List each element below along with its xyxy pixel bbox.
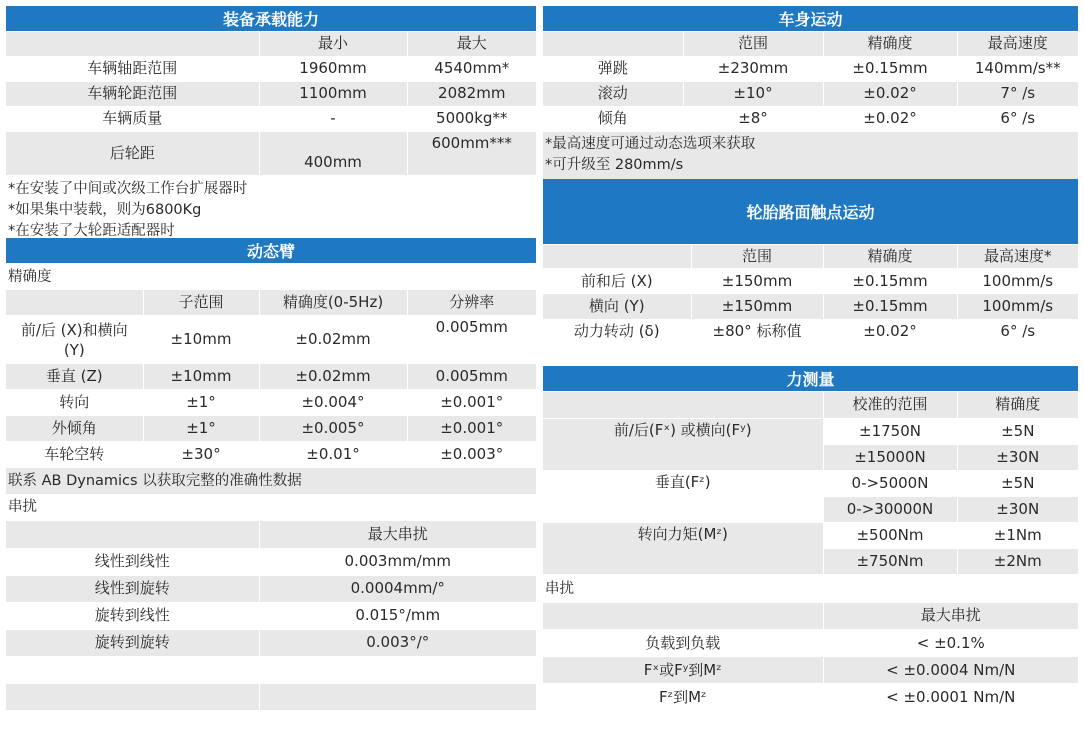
cell: ±500Nm — [823, 522, 957, 548]
header-cell — [543, 245, 691, 269]
cell: 4540mm* — [407, 56, 536, 81]
header-cell: 最大串扰 — [823, 603, 1078, 630]
cell: ±5N — [957, 418, 1078, 444]
cell: ±80° 标称值 — [691, 320, 823, 366]
arm-crosstalk-table — [6, 521, 536, 711]
row-label: 旋转到旋转 — [6, 629, 259, 656]
header-cell: 最高速度 — [957, 32, 1078, 56]
header-cell: 最大串扰 — [259, 521, 536, 548]
row-label: 车辆质量 — [6, 106, 259, 131]
cell — [6, 656, 259, 683]
header-cell: 精确度 — [823, 32, 957, 56]
header-cell — [543, 603, 823, 630]
cell: ±230mm — [683, 56, 823, 81]
table-row — [6, 602, 536, 629]
arm-crosstalk-label: 串扰 — [8, 499, 37, 515]
cell: ±0.005° — [259, 416, 407, 442]
row-label: 垂直 (Z) — [6, 364, 143, 390]
table-row — [543, 56, 1078, 81]
capacity-notes — [6, 176, 536, 244]
cell: ±0.01° — [259, 442, 407, 468]
cell: ±15000N — [823, 444, 957, 470]
row-label: 动力转动 (δ) — [543, 320, 691, 366]
tire-table — [543, 245, 1078, 367]
note: *在安装了大轮距适配器时 — [8, 222, 175, 239]
table-row — [6, 683, 536, 710]
cell: ±0.001° — [407, 416, 536, 442]
table-row — [543, 470, 1078, 496]
table-row — [6, 316, 536, 364]
cell: ±0.004° — [259, 390, 407, 416]
header-cell: 分辨率 — [407, 290, 536, 316]
table-row — [6, 656, 536, 683]
cell: ±10mm — [143, 364, 259, 390]
row-label: 车辆轮距范围 — [6, 81, 259, 106]
row-label: 滚动 — [543, 81, 683, 106]
cell: ±150mm — [691, 269, 823, 294]
cell: ±750Nm — [823, 548, 957, 574]
cell: 0.003mm/mm — [259, 548, 536, 575]
table-row — [543, 106, 1078, 131]
force-title: 力测量 — [543, 366, 1078, 392]
cell: ±10° — [683, 81, 823, 106]
cell: 5000kg** — [407, 106, 536, 131]
cell: ±0.02mm — [259, 316, 407, 364]
table-row — [6, 131, 536, 175]
cell: < ±0.0004 Nm/N — [823, 657, 1078, 684]
cell: 6° /s — [957, 106, 1078, 131]
row-label: 负载到负载 — [543, 630, 823, 657]
row-label: 转向力矩(Mᶻ) — [543, 522, 823, 574]
header-cell: 范围 — [683, 32, 823, 56]
row-label: 前和后 (X) — [543, 269, 691, 294]
force-crosstalk-table — [543, 603, 1078, 712]
force-table — [543, 392, 1078, 575]
capacity-title: 装备承载能力 — [6, 6, 536, 32]
table-row — [6, 442, 536, 468]
body-title: 车身运动 — [543, 6, 1078, 32]
row-label: 转向 — [6, 390, 143, 416]
cell: ±1° — [143, 390, 259, 416]
table-row — [6, 575, 536, 602]
cell: ±0.001° — [407, 390, 536, 416]
cell — [6, 683, 259, 710]
row-label: 倾角 — [543, 106, 683, 131]
table-row — [6, 364, 536, 390]
header-cell: 精确度 — [823, 245, 957, 269]
row-label: Fˣ或Fʸ到Mᶻ — [543, 657, 823, 684]
header-cell — [543, 392, 823, 418]
table-row — [6, 56, 536, 81]
capacity-table — [6, 32, 536, 176]
table-row — [543, 81, 1078, 106]
table-row — [543, 392, 1078, 418]
header-cell: 范围 — [691, 245, 823, 269]
row-label: 前/后 (X)和横向 (Y) — [6, 316, 143, 364]
table-row — [6, 290, 536, 316]
row-label: Fᶻ到Mᶻ — [543, 684, 823, 711]
row-label: 横向 (Y) — [543, 294, 691, 320]
cell: 1960mm — [259, 56, 407, 81]
table-row — [543, 32, 1078, 56]
header-cell — [543, 32, 683, 56]
cell: ±0.02° — [823, 106, 957, 131]
cell: ±30N — [957, 444, 1078, 470]
table-row — [543, 522, 1078, 548]
header-cell: 校准的范围 — [823, 392, 957, 418]
cell: ±0.02° — [823, 320, 957, 366]
row-label: 线性到线性 — [6, 548, 259, 575]
row-label: 前/后(Fˣ) 或横向(Fʸ) — [543, 418, 823, 470]
table-row — [543, 294, 1078, 320]
cell: 100mm/s — [957, 294, 1078, 320]
cell: ±0.02° — [823, 81, 957, 106]
contact-row — [6, 468, 536, 494]
table-row — [6, 416, 536, 442]
row-label: 后轮距 — [6, 131, 259, 175]
cell: 0.015°/mm — [259, 602, 536, 629]
note: *如果集中装载，则为6800Kg — [8, 201, 202, 218]
tire-title: 轮胎路面触点运动 — [543, 179, 1078, 245]
cell: 0->5000N — [823, 470, 957, 496]
cell: ±0.003° — [407, 442, 536, 468]
body-table — [543, 32, 1078, 132]
arm-table — [6, 290, 536, 469]
cell: < ±0.1% — [823, 630, 1078, 657]
header-cell — [6, 32, 259, 56]
cell: 100mm/s — [957, 269, 1078, 294]
header-cell — [6, 521, 259, 548]
table-row — [543, 269, 1078, 294]
cell: 0.005mm — [407, 364, 536, 390]
contact-text: 联系 AB Dynamics 以获取完整的准确性数据 — [8, 473, 302, 489]
cell: ±1Nm — [957, 522, 1078, 548]
cell: ±0.15mm — [823, 294, 957, 320]
table-row — [6, 521, 536, 548]
cell: 0->30000N — [823, 496, 957, 522]
cell: ±1° — [143, 416, 259, 442]
cell: ±30N — [957, 496, 1078, 522]
table-row — [543, 630, 1078, 657]
table-row — [543, 320, 1078, 366]
cell: ±0.15mm — [823, 269, 957, 294]
cell: 0.005mm — [407, 316, 536, 364]
cell: ±2Nm — [957, 548, 1078, 574]
cell: ±5N — [957, 470, 1078, 496]
header-cell — [6, 290, 143, 316]
cell: ±0.15mm — [823, 56, 957, 81]
cell: 400mm — [259, 131, 407, 175]
header-cell: 精确度(0-5Hz) — [259, 290, 407, 316]
row-label: 垂直(Fᶻ) — [543, 470, 823, 522]
cell: 2082mm — [407, 81, 536, 106]
row-label: 弹跳 — [543, 56, 683, 81]
cell: 0.003°/° — [259, 629, 536, 656]
table-row — [543, 684, 1078, 711]
header-cell: 最高速度* — [957, 245, 1078, 269]
left-panel — [6, 6, 536, 711]
table-row — [543, 657, 1078, 684]
right-panel — [543, 6, 1078, 711]
header-cell: 最大 — [407, 32, 536, 56]
cell: 1100mm — [259, 81, 407, 106]
table-row — [543, 245, 1078, 269]
cell: < ±0.0001 Nm/N — [823, 684, 1078, 711]
cell: 7° /s — [957, 81, 1078, 106]
cell: ±0.02mm — [259, 364, 407, 390]
cell: 0.0004mm/° — [259, 575, 536, 602]
note: *最高速度可通过动态选项来获取 — [545, 135, 756, 152]
row-label: 线性到旋转 — [6, 575, 259, 602]
row-label: 外倾角 — [6, 416, 143, 442]
row-label: 车辆轴距范围 — [6, 56, 259, 81]
cell: ±8° — [683, 106, 823, 131]
table-row — [6, 81, 536, 106]
cell: ±150mm — [691, 294, 823, 320]
arm-accuracy-label: 精确度 — [8, 268, 52, 285]
header-cell: 精确度 — [957, 392, 1078, 418]
cell: ±30° — [143, 442, 259, 468]
header-cell: 最小 — [259, 32, 407, 56]
cell: - — [259, 106, 407, 131]
cell: 600mm*** — [407, 131, 536, 175]
row-label: 车轮空转 — [6, 442, 143, 468]
header-cell: 子范围 — [143, 290, 259, 316]
force-crosstalk-label: 串扰 — [545, 580, 574, 597]
table-row — [543, 418, 1078, 444]
cell — [259, 683, 536, 710]
arm-title: 动态臂 — [6, 238, 536, 264]
cell — [259, 656, 536, 683]
table-row — [543, 603, 1078, 630]
cell: ±1750N — [823, 418, 957, 444]
table-row — [6, 106, 536, 131]
table-row — [6, 629, 536, 656]
row-label: 旋转到线性 — [6, 602, 259, 629]
note: *可升级至 280mm/s — [545, 156, 684, 173]
table-row — [6, 32, 536, 56]
cell: ±10mm — [143, 316, 259, 364]
table-row — [6, 548, 536, 575]
cell: 6° /s — [957, 320, 1078, 366]
table-row — [6, 390, 536, 416]
cell: 140mm/s** — [957, 56, 1078, 81]
body-notes — [543, 132, 1078, 179]
note: *在安装了中间或次级工作台扩展器时 — [8, 180, 248, 197]
